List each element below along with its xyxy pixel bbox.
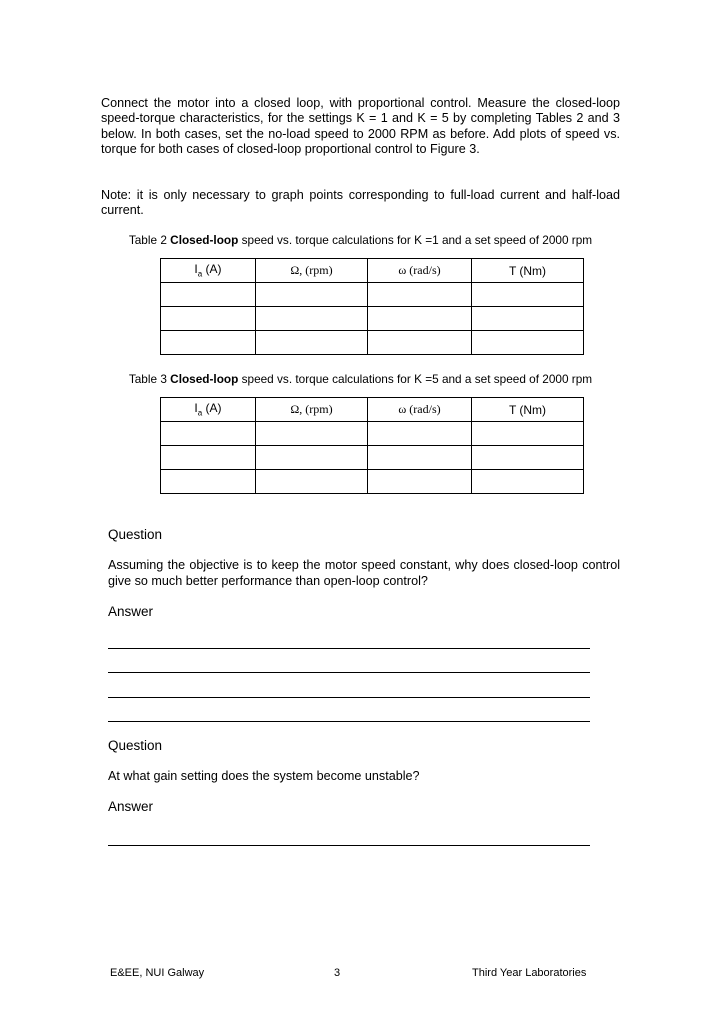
table3-caption-prefix: Table 3 [128,372,171,386]
table-cell[interactable] [472,307,584,331]
table2-caption [101,233,620,247]
table-cell[interactable] [161,446,256,470]
table-cell[interactable] [256,470,368,494]
table2-caption-suffix: speed vs. torque calculations for K =1 and a set speed of 2000 rpm [238,233,593,247]
question1-heading: Question [108,527,163,542]
table3-header-row [161,398,584,422]
table3-caption [101,372,620,386]
table3-header-omega: Ω, (rpm) [256,398,368,422]
answer1-line-3[interactable] [108,697,590,698]
table-cell[interactable] [472,422,584,446]
table-row [161,331,584,355]
table3 [160,397,584,494]
table-cell[interactable] [161,470,256,494]
table2-header-omega: Ω, (rpm) [256,259,368,283]
footer-left: E&EE, NUI Galway [110,967,205,979]
footer-page-number: 3 [334,967,341,979]
table3-header-ia: $I_a$ (A) [161,398,256,422]
answer1-line-1[interactable] [108,648,590,649]
answer2-heading: Answer [108,799,154,814]
footer-right: Third Year Laboratories [472,967,587,979]
table2-header-ia: $I_a$ (A) [161,259,256,283]
table2-header-row [161,259,584,283]
table3-caption-bold: Closed-loop [170,372,239,386]
table-cell[interactable] [368,331,472,355]
table-row [161,307,584,331]
table2 [160,258,584,355]
table-cell[interactable] [161,422,256,446]
table-cell[interactable] [256,331,368,355]
table-row [161,446,584,470]
answer1-line-2[interactable] [108,672,590,673]
table-cell[interactable] [256,446,368,470]
table3-header-t: T (Nm) [472,398,584,422]
table2-header-w: ω (rad/s) [368,259,472,283]
table-cell[interactable] [368,307,472,331]
table-cell[interactable] [472,470,584,494]
table2-header-t: T (Nm) [472,259,584,283]
table-cell[interactable] [256,307,368,331]
table-cell[interactable] [161,283,256,307]
table-cell[interactable] [472,331,584,355]
table-row [161,470,584,494]
table-cell[interactable] [368,446,472,470]
table-cell[interactable] [256,283,368,307]
table-row [161,422,584,446]
table-cell[interactable] [161,331,256,355]
question2-heading: Question [108,738,163,753]
table-cell[interactable] [368,422,472,446]
table2-caption-prefix: Table 2 [128,233,171,247]
question2-text: At what gain setting does the system become unstable? [108,769,420,783]
table-cell[interactable] [472,283,584,307]
intro-paragraph: Connect the motor into a closed loop, with proportional control. Measure the closed-loop speed-torque characteristics, for the settings K = 1 and K = 5 by completing Tables 2 and 3 below. In both cases, set the no-load speed to 2000 RPM as before. Add plots of speed vs. torque for both cases of closed-loop proportional control to Figure 3. [101,96,620,156]
table-cell[interactable] [256,422,368,446]
answer1-heading: Answer [108,604,154,619]
table-cell[interactable] [161,307,256,331]
question1-text: Assuming the objective is to keep the motor speed constant, why does closed-loop control give so much better performance than open-loop control? [108,558,620,588]
table-cell[interactable] [472,446,584,470]
table-cell[interactable] [368,283,472,307]
answer1-line-4[interactable] [108,721,590,722]
table-cell[interactable] [368,470,472,494]
table3-header-w: ω (rad/s) [368,398,472,422]
table3-caption-suffix: speed vs. torque calculations for K =5 and a set speed of 2000 rpm [238,372,593,386]
table-row [161,283,584,307]
table2-caption-bold: Closed-loop [170,233,239,247]
answer2-line-1[interactable] [108,845,590,846]
note-paragraph: Note: it is only necessary to graph points corresponding to full-load current and half-load current. [101,188,620,218]
